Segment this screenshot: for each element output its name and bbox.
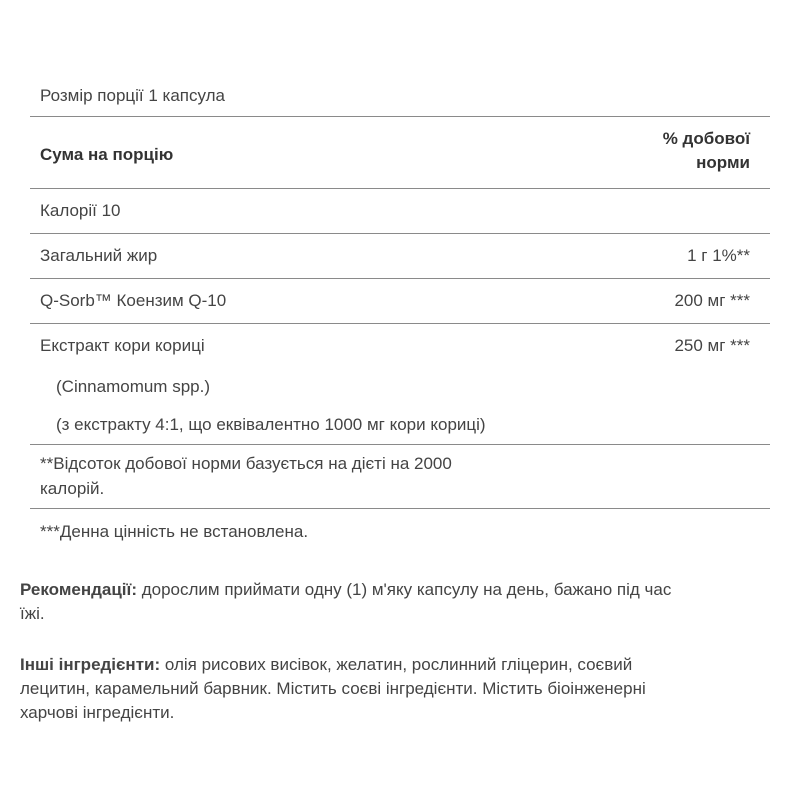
recommendations-text-line1: дорослим приймати одну (1) м'яку капсулу на день, бажано під час	[136, 580, 672, 599]
recommendations-paragraph	[20, 578, 780, 626]
daily-value-header	[663, 127, 750, 175]
nutrient-value: 200 мг ***	[674, 291, 750, 310]
other-ingredients-label: Інші інгредієнти:	[20, 655, 161, 674]
daily-value-header-line1: % добової	[662, 129, 750, 148]
footnote-not-established-text: ***Денна цінність не встановлена.	[40, 522, 309, 541]
serving-size-text: Розмір порції 1 капсула	[40, 86, 226, 105]
cinnamon-species-text: (Cinnamomum spp.)	[56, 377, 210, 396]
serving-size-row	[30, 80, 770, 117]
supplement-facts-table	[30, 80, 770, 553]
table-header-row	[30, 117, 770, 189]
nutrient-name: Q-Sorb™ Коензим Q-10	[40, 291, 227, 310]
other-ingredients-paragraph	[20, 653, 780, 725]
footnote-daily-value-row	[30, 445, 770, 509]
nutrient-name: Калорії 10	[40, 201, 121, 220]
nutrient-row-cinnamon	[30, 324, 770, 369]
recommendations-text-line2: їжі.	[20, 604, 45, 623]
nutrient-value: 250 мг ***	[674, 336, 750, 355]
cinnamon-extract-row	[30, 407, 770, 445]
footnote-daily-value-line1: **Відсоток добової норми базується на дієті на 2000	[40, 454, 452, 473]
footnote-daily-value-text	[40, 451, 520, 501]
nutrient-name: Загальний жир	[40, 246, 158, 265]
daily-value-header-line2: норми	[696, 153, 750, 172]
nutrient-name: Екстракт кори кориці	[40, 336, 205, 355]
footnote-daily-value-line2: калорій.	[40, 479, 105, 498]
recommendations-label: Рекомендації:	[20, 580, 137, 599]
nutrient-row-coq10	[30, 279, 770, 324]
nutrient-row-total-fat	[30, 234, 770, 279]
other-ingredients-text-line3: харчові інгредієнти.	[20, 703, 175, 722]
cinnamon-extract-text: (з екстракту 4:1, що еквівалентно 1000 мг кори кориці)	[56, 415, 486, 434]
other-ingredients-text-line2: лецитин, карамельний барвник. Містить соєві інгредієнти. Містить біоінженерні	[20, 679, 646, 698]
cinnamon-species-row	[30, 369, 770, 407]
nutrient-row-calories	[30, 189, 770, 234]
amount-per-serving-header: Сума на порцію	[40, 145, 174, 164]
nutrient-value: 1 г 1%**	[687, 246, 750, 265]
footnote-not-established-row	[30, 509, 770, 553]
other-ingredients-text-line1: олія рисових висівок, желатин, рослинний гліцерин, соєвий	[160, 655, 633, 674]
